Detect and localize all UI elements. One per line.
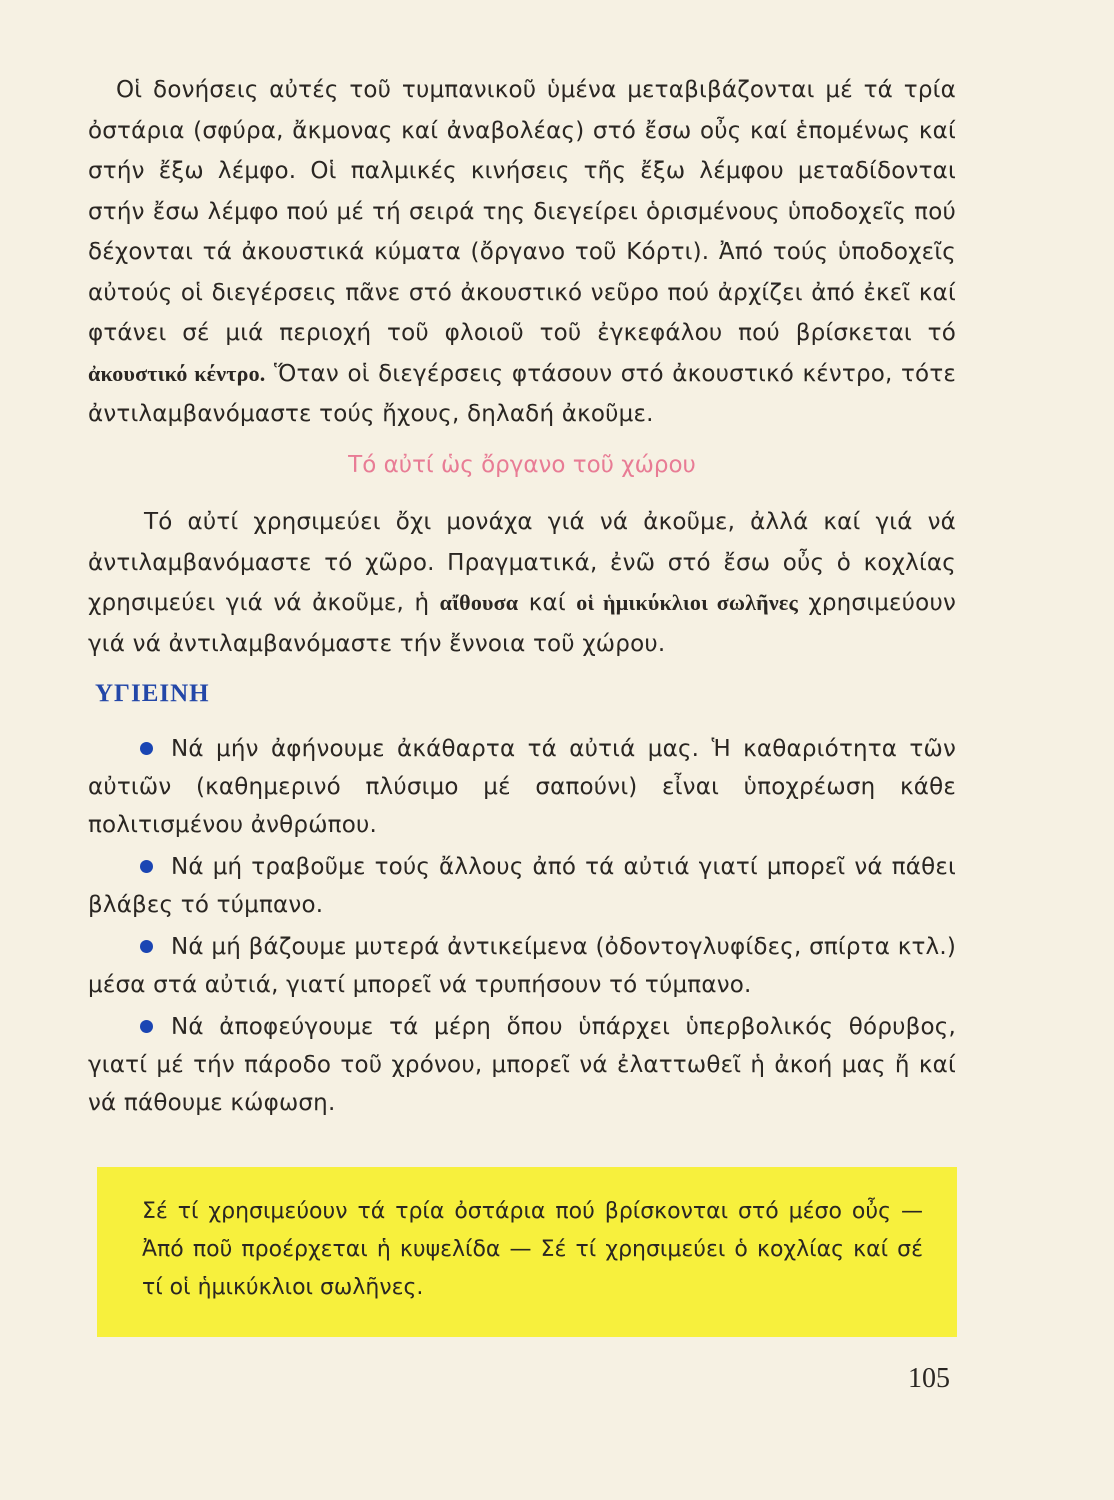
bullet-dot-icon — [140, 1020, 153, 1033]
bullet-dot-icon — [140, 940, 153, 953]
hygiene-item-text: Νά ἀποφεύγουμε τά μέρη ὅπου ὑπάρχει ὑπερβολικός θόρυβος, γιατί μέ τήν πάροδο τοῦ χρόνου, μπορεῖ νά ἐλαττωθεῖ ἡ ἀκοή μας ἤ καί νά πάθουμε κώφωση. — [88, 1014, 956, 1116]
term-vestibule: αἴθουσα — [439, 590, 519, 615]
bullet-dot-icon — [140, 742, 153, 755]
bullet-dot-icon — [140, 860, 153, 873]
hygiene-item-3 — [88, 928, 956, 1004]
page-number: 105 — [908, 1363, 950, 1394]
term-acoustic-center: ἀκουστικό κέντρο. — [88, 360, 266, 386]
review-questions-text: Σέ τί χρησιμεύουν τά τρία ὀστάρια πού βρίσκονται στό μέσο οὖς — Ἀπό ποῦ προέρχεται ἡ κυψελίδα — Σέ τί χρησιμεύει ὁ κοχλίας καί σέ τί οἱ ἡμικύκλιοι σωλῆνες. — [142, 1199, 923, 1300]
hygiene-list — [88, 730, 956, 1126]
ear-space-text-part-2: καί — [528, 590, 566, 616]
section-title: Τό αὐτί ὡς ὄργανο τοῦ χώρου — [348, 452, 696, 478]
review-questions-box — [97, 1167, 957, 1337]
hygiene-item-4 — [88, 1008, 956, 1122]
hygiene-item-1 — [88, 730, 956, 844]
ear-space-text-part-1: Τό αὐτί χρησιμεύει ὄχι μονάχα γιά νά ἀκοῦμε, ἀλλά καί γιά νά ἀντιλαμβανόμαστε τό χῶρο. Πραγματικά, ἐνῶ στό ἔσω οὖς ὁ κοχλίας χρησιμεύει γιά νά ἀκοῦμε, ἡ — [88, 509, 956, 616]
intro-text-part-1: Οἱ δονήσεις αὐτές τοῦ τυμπανικοῦ ὑμένα μεταβιβάζονται μέ τά τρία ὀστάρια (σφύρα, ἄκμονας καί ἀναβολέας) στό ἔσω οὖς καί ἑπομένως καί στήν ἔξω λέμφο. Οἱ παλμικές κινήσεις τῆς ἔξω λέμφου μεταδίδονται στήν ἔσω λέμφο πού μέ τή σειρά της διεγείρει ὁρισμένους ὑποδοχεῖς πού δέχονται τά ἀκουστικά κύματα (ὄργανο τοῦ Κόρτι). Ἀπό τούς ὑποδοχεῖς αὐτούς οἱ διεγέρσεις πᾶνε στό ἀκουστικό νεῦρο πού ἀρχίζει ἀπό ἐκεῖ καί φτάνει σέ μιά περιοχή τοῦ φλοιοῦ τοῦ ἐγκεφάλου πού βρίσκεται τό — [88, 77, 956, 346]
hygiene-item-text: Νά μή βάζουμε μυτερά ἀντικείμενα (ὀδοντογλυφίδες, σπίρτα κτλ.) μέσα στά αὐτιά, γιατί μπορεῖ νά τρυπήσουν τό τύμπανο. — [88, 934, 956, 998]
hygiene-heading: ΥΓΙΕΙΝΗ — [95, 680, 210, 707]
intro-paragraph — [88, 70, 956, 435]
hygiene-item-text: Νά μήν ἀφήνουμε ἀκάθαρτα τά αὐτιά μας. Ἡ καθαριότητα τῶν αὐτιῶν (καθημερινό πλύσιμο μέ σαπούνι) εἶναι ὑποχρέωση κάθε πολιτισμένου ἀνθρώπου. — [88, 736, 956, 838]
term-semicircular-canals: οἱ ἡμικύκλιοι σωλῆνες — [576, 590, 798, 615]
ear-space-text-part-3: χρησιμεύουν γιά νά ἀντιλαμβανόμαστε τήν ἔννοια τοῦ χώρου. — [88, 590, 956, 657]
intro-text-part-2: Ὅταν οἱ διεγέρσεις φτάσουν στό ἀκουστικό κέντρο, τότε ἀντιλαμβανόμαστε τούς ἤχους, δηλαδή ἀκοῦμε. — [88, 360, 957, 427]
hygiene-item-text: Νά μή τραβοῦμε τούς ἄλλους ἀπό τά αὐτιά γιατί μπορεῖ νά πάθει βλάβες τό τύμπανο. — [88, 854, 956, 918]
ear-space-text — [88, 502, 956, 664]
ear-space-paragraph — [88, 502, 956, 664]
hygiene-item-2 — [88, 848, 956, 924]
intro-text — [88, 70, 956, 435]
